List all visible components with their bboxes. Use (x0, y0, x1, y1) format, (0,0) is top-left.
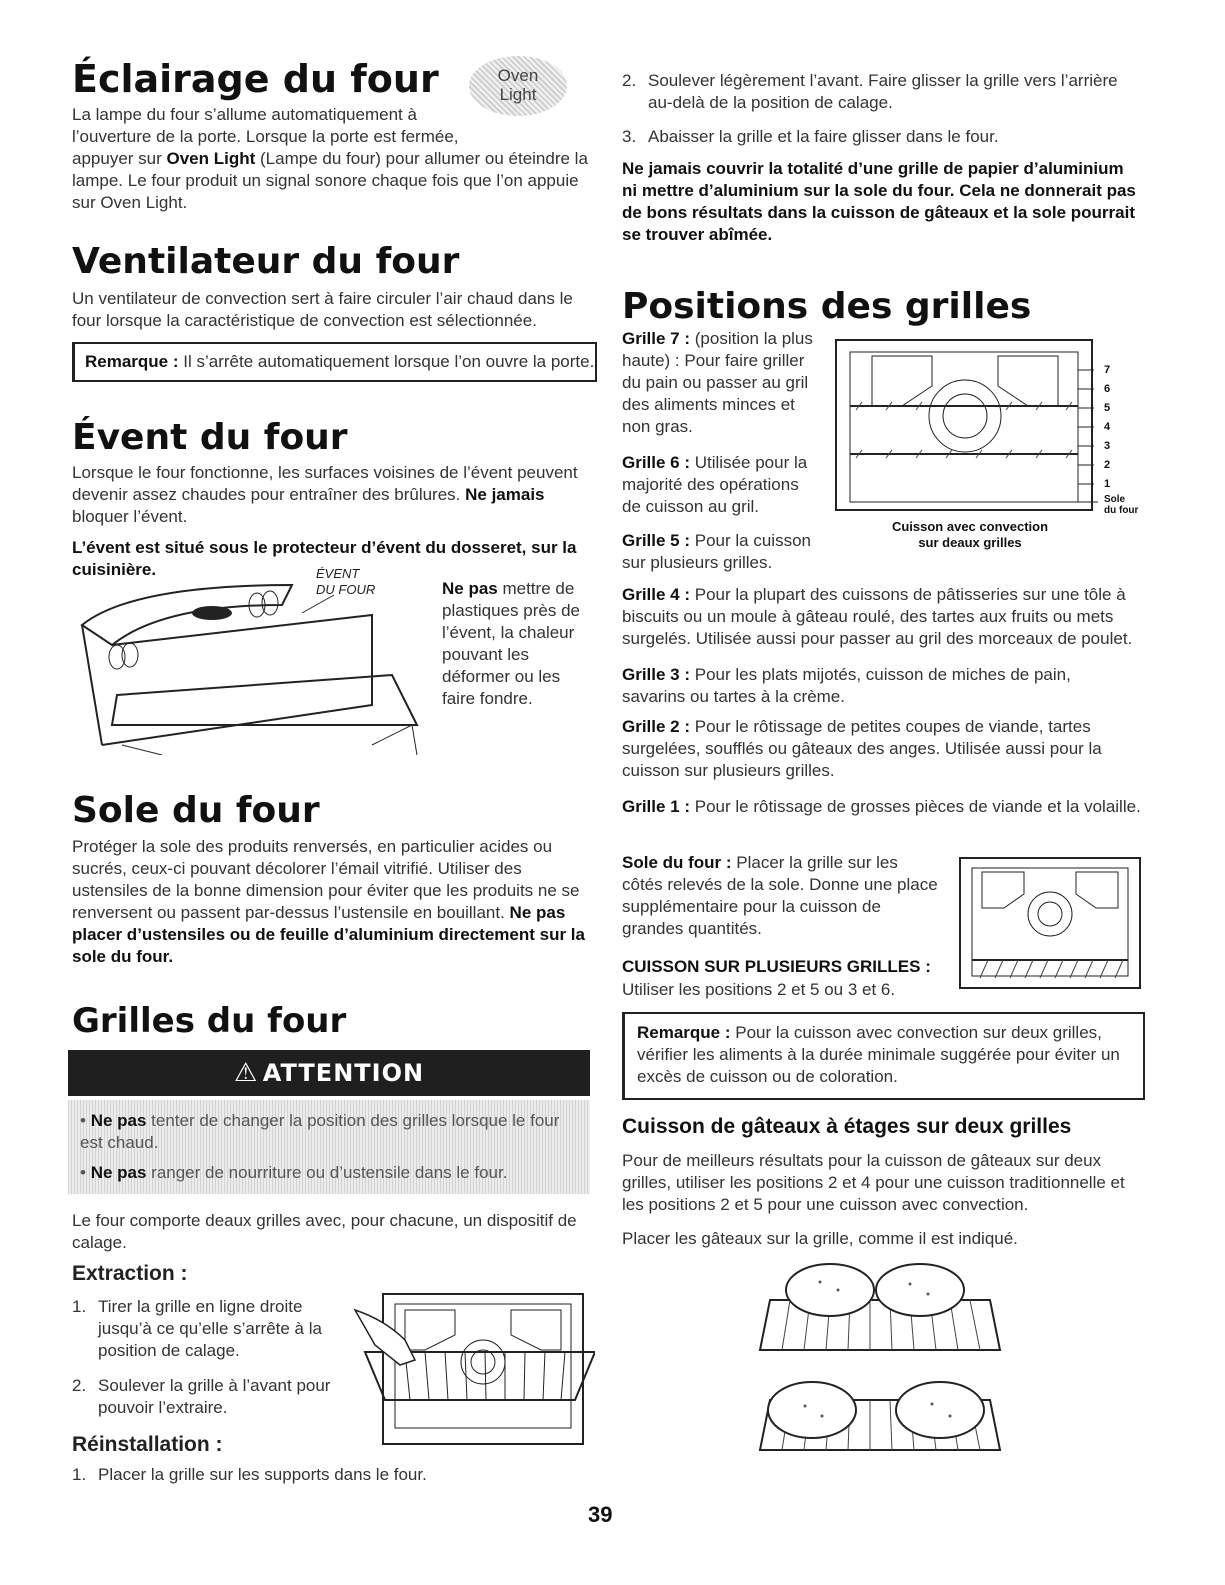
vent-illustration (72, 565, 432, 755)
attention-banner (68, 1050, 590, 1096)
grille-6-text: Grille 6 : Utilisée pour la majorité des opérations de cuisson au gril. (622, 453, 808, 516)
grille-1-text: Grille 1 : Pour le rôtissage de grosses pièces de viande et la volaille. (622, 797, 1141, 816)
warning-triangle-icon: ⚠ (233, 1058, 258, 1088)
reinstallation-title: Réinstallation : (72, 1433, 223, 1456)
eclairage-line1: La lampe du four s’allume automatiquement à (72, 105, 417, 124)
eclairage-title: Éclairage du four (72, 57, 439, 101)
grilles-body: Le four comporte deaux grilles avec, pour chacune, un dispositif de calage. (72, 1211, 577, 1252)
oven-light-badge-line1: Oven (497, 66, 539, 85)
ventilateur-note: Remarque : Il s’arrête automatiquement lorsque l’on ouvre la porte. (72, 342, 597, 382)
rack-numbers: 7 6 5 4 3 2 1 (1104, 364, 1111, 490)
grilles-title: Grilles du four (72, 1001, 347, 1041)
event-body: Lorsque le four fonctionne, les surfaces voisines de l’évent peuvent devenir assez chaudes pour entraîner des brûlures. Ne jamais bloquer l’évent. (72, 463, 578, 526)
positions-title: Positions des grilles (622, 286, 1032, 327)
attention-label: ATTENTION (262, 1059, 425, 1087)
sole-rack-diagram (958, 856, 1144, 992)
multi-rack-text: Utiliser les positions 2 et 5 ou 3 et 6. (622, 980, 896, 999)
eclairage-body: appuyer sur Oven Light (Lampe du four) pour allumer ou éteindre la lampe. Le four produit un signal sonore chaque fois que l’on appuie sur Oven Light. (72, 149, 588, 212)
rack-positions-diagram (832, 336, 1102, 516)
grille-2-text: Grille 2 : Pour le rôtissage de petites coupes de viande, tartes surgelées, soufflés ou gâteaux des anges. Utilisée aussi pour la cuisson sur plusieurs grilles. (622, 717, 1102, 780)
event-side-text: Ne pas mettre de plastiques près de l’évent, la chaleur pouvant les déformer ou les faire fondre. (442, 579, 580, 708)
attention-warning-1: • Ne pas tenter de changer la position des grilles lorsque le four est chaud. (80, 1111, 560, 1152)
eclairage-line2: l’ouverture de la porte. Lorsque la porte est fermée, (72, 127, 459, 146)
rack-extraction-illustration (345, 1290, 595, 1448)
sole-body: Protéger la sole des produits renversés, en particulier acides ou sucrés, ceux-ci pouvant décolorer l’émail vitrifié. Utiliser des ustensiles de la bonne dimension pour éviter que les produits ne se renversent ou passent par-dessus l’ustensile en bouillant. Ne pas placer d’ustensiles ou de feuille d’aluminium directement sur la sole du four. (72, 837, 585, 966)
grille-4-text: Grille 4 : Pour la plupart des cuissons de pâtisseries sur une tôle à biscuits ou un moule à gâteau roulé, des tartes aux fruits ou mets surgelés. Utilisée aussi pour passer au gril des morceaux de poulet. (622, 585, 1133, 648)
vent-label: ÉVENT DU FOUR (316, 566, 376, 597)
extraction-step-1: 1. Tirer la grille en ligne droite jusqu’à ce qu’elle s’arrête à la position de calage. (72, 1297, 322, 1360)
sole-du-four-text: Sole du four : Placer la grille sur les côtés relevés de la sole. Donne une place supplémentaire pour la cuisson de grandes quantités. (622, 853, 938, 938)
attention-panel (68, 1100, 590, 1194)
event-bold-para: L’évent est situé sous le protecteur d’évent du dosseret, sur la cuisinière. (72, 538, 577, 579)
sole-diagram-label: Sole du four (1104, 494, 1139, 516)
grille-3-text: Grille 3 : Pour les plats mijotés, cuisson de miches de pain, savarins ou tartes à la crème. (622, 665, 1071, 706)
rack-diagram-caption: Cuisson avec convection sur deaux grilles (891, 519, 1049, 550)
extraction-step-2: 2. Soulever la grille à l’avant pour pouvoir l’extraire. (72, 1376, 331, 1417)
cake-layout-illustration (750, 1260, 1010, 1460)
page-number: 39 (588, 1502, 613, 1527)
gateaux-title: Cuisson de gâteaux à étages sur deux grilles (622, 1115, 1072, 1138)
gateaux-body-1: Pour de meilleurs résultats pour la cuisson de gâteaux sur deux grilles, utiliser les positions 2 et 4 pour une cuisson traditionnelle et les positions 2 et 5 pour une cuisson avec convection. (622, 1151, 1125, 1214)
convection-note: Remarque : Pour la cuisson avec convection sur deux grilles, vérifier les aliments à la durée minimale suggérée pour éviter un excès de cuisson ou de coloration. (622, 1012, 1145, 1100)
oven-light-badge-line2: Light (499, 85, 537, 104)
oven-light-badge (469, 56, 567, 116)
ventilateur-body: Un ventilateur de convection sert à faire circuler l’air chaud dans le four lorsque la caractéristique de convection est sélectionnée. (72, 289, 573, 330)
reinstallation-step-3: 3. Abaisser la grille et la faire glisser dans le four. (622, 127, 999, 146)
aluminium-warning: Ne jamais couvrir la totalité d’une grille de papier d’aluminium ni mettre d’aluminium sur la sole du four. Cela ne donnerait pas de bons résultats dans la cuisson de gâteaux et la sole pourrait se trouver abîmée. (622, 159, 1136, 244)
sole-title: Sole du four (72, 790, 320, 831)
grille-5-text: Grille 5 : Pour la cuisson sur plusieurs grilles. (622, 531, 811, 572)
gateaux-body-2: Placer les gâteaux sur la grille, comme il est indiqué. (622, 1229, 1018, 1248)
grille-7-text: Grille 7 : (position la plus haute) : Pour faire griller du pain ou passer au gril des aliments minces et non gras. (622, 329, 813, 436)
attention-warning-2: • Ne pas ranger de nourriture ou d’ustensile dans le four. (80, 1163, 508, 1182)
event-title: Évent du four (72, 417, 348, 458)
reinstallation-step-2: 2. Soulever légèrement l’avant. Faire glisser la grille vers l’arrière au-delà de la position de calage. (622, 71, 1118, 112)
reinstallation-step-1: 1. Placer la grille sur les supports dans le four. (72, 1465, 427, 1484)
ventilateur-title: Ventilateur du four (72, 241, 460, 282)
multi-rack-title: CUISSON SUR PLUSIEURS GRILLES : (622, 957, 931, 976)
extraction-title: Extraction : (72, 1262, 188, 1285)
